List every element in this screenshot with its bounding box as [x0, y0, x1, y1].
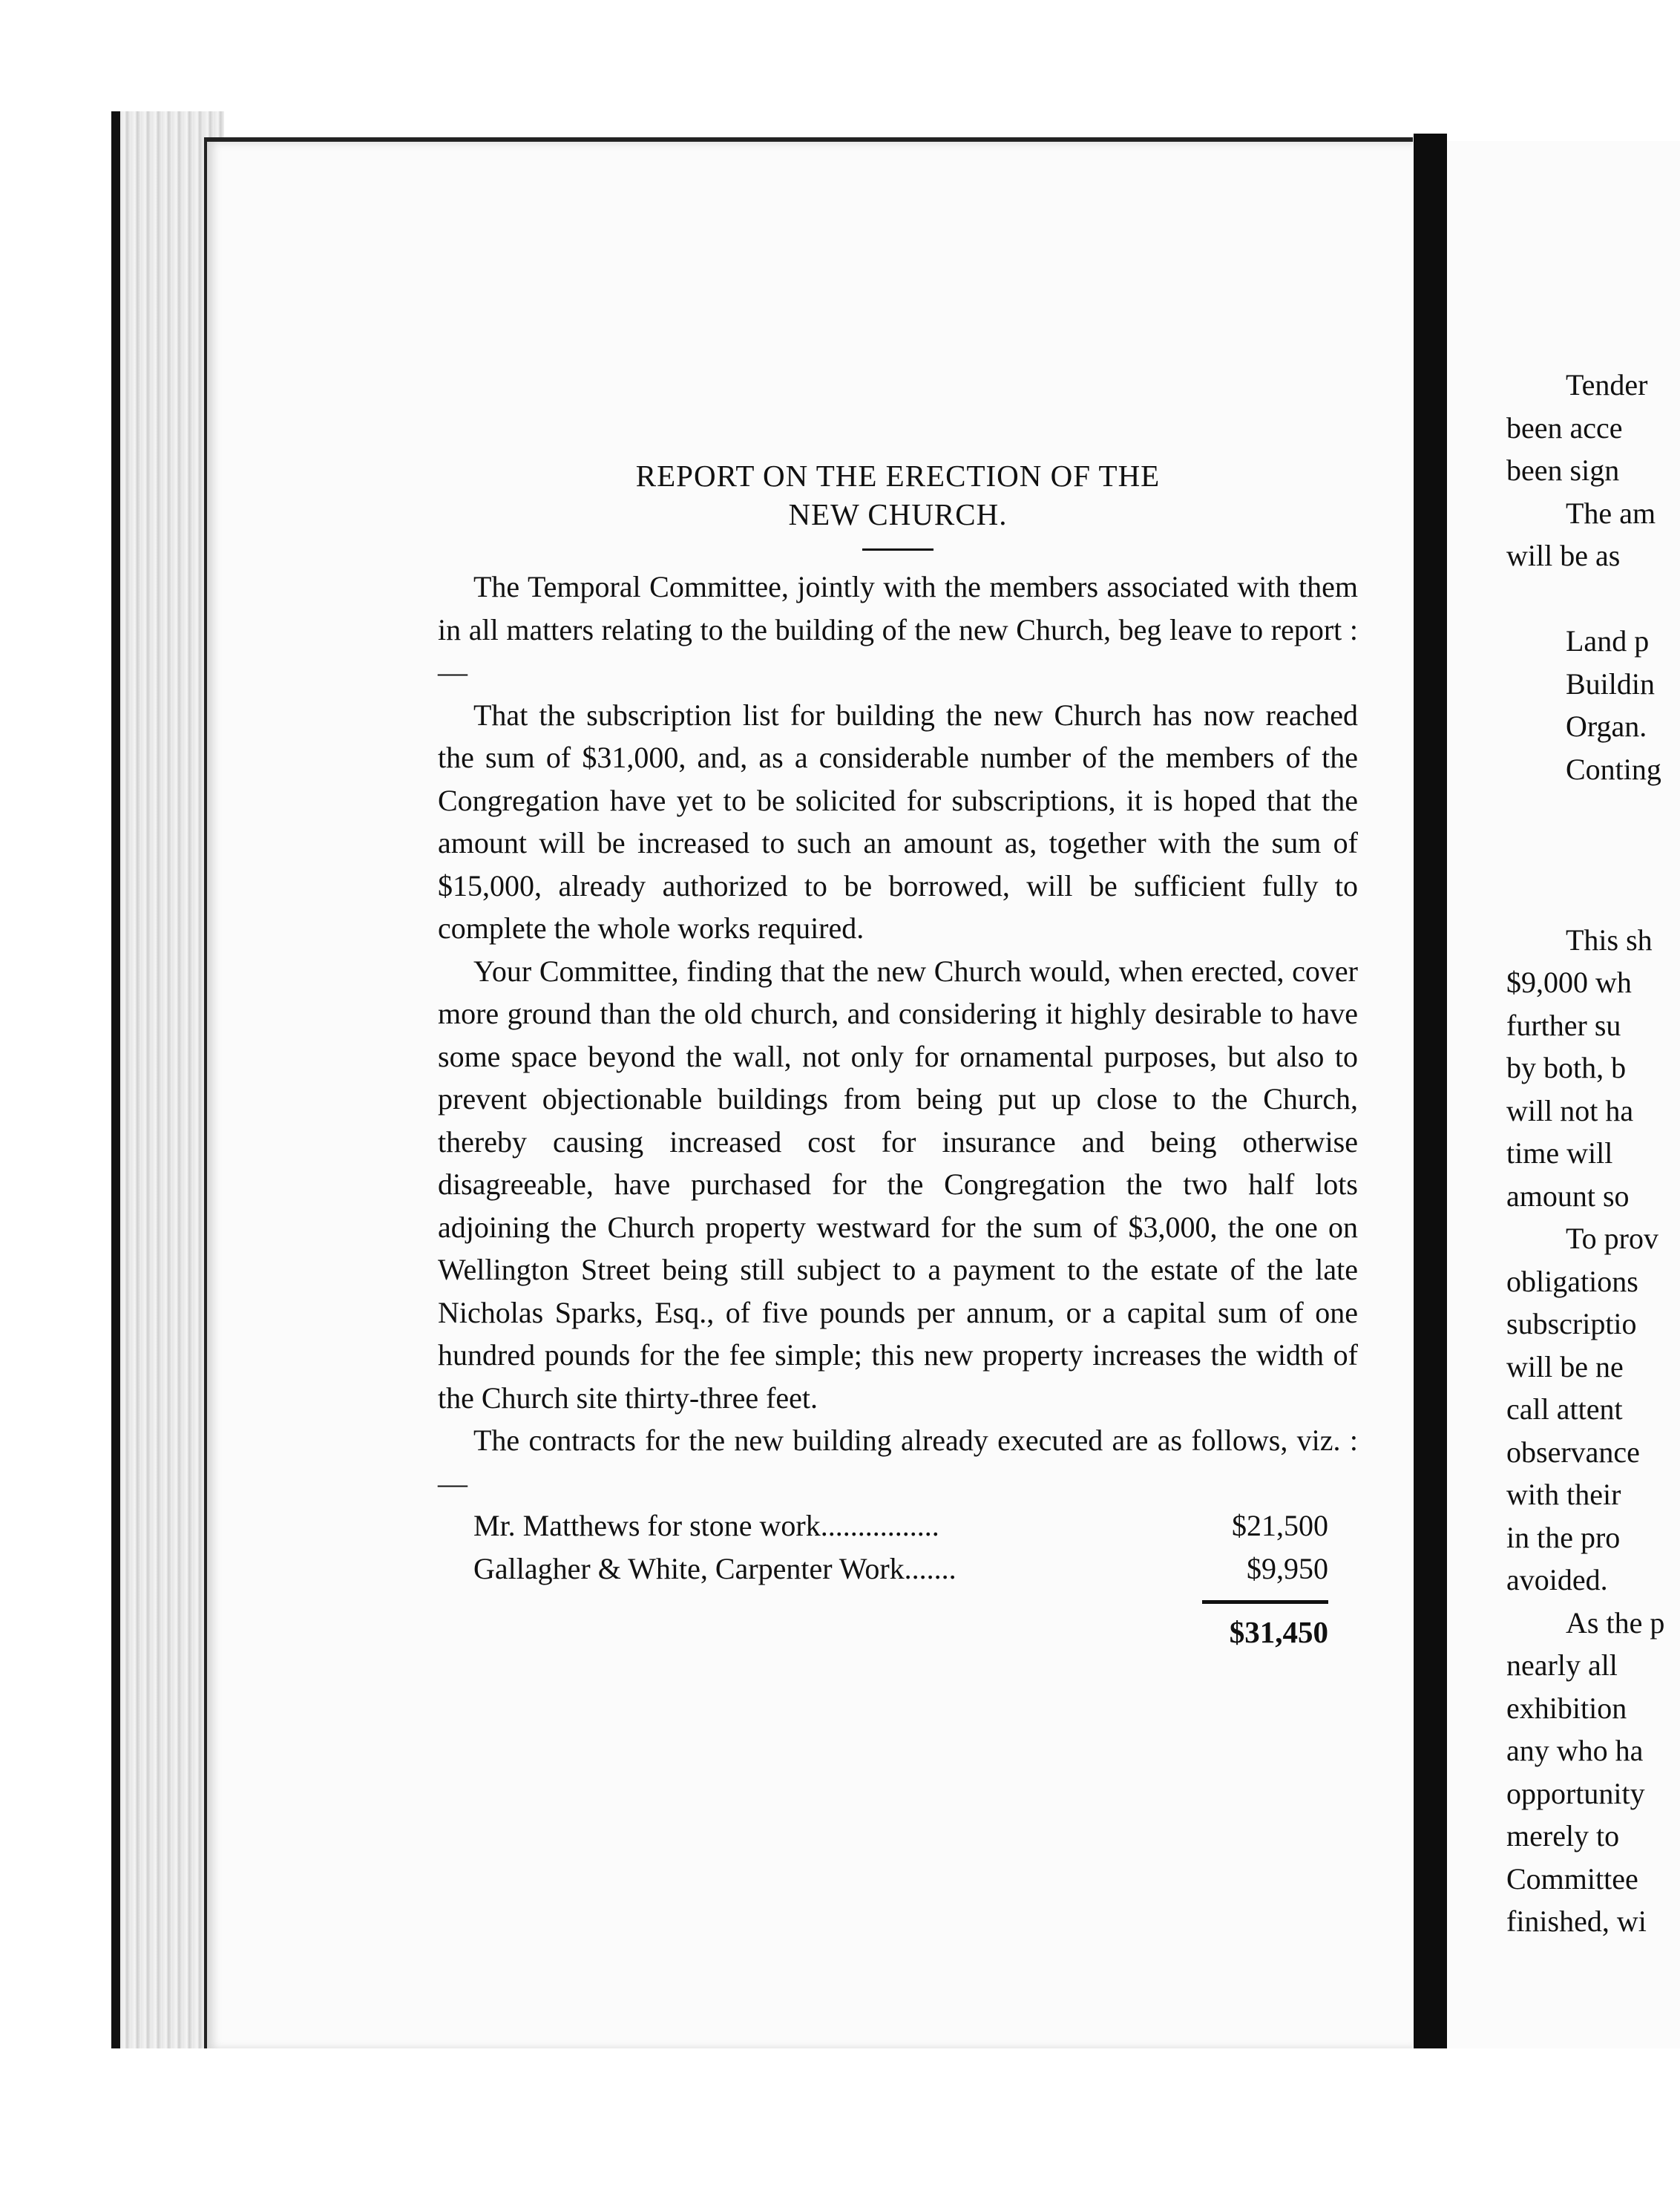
right-line: avoided.	[1506, 1563, 1608, 1596]
right-line: amount so	[1506, 1179, 1630, 1213]
right-line: $9,000 wh	[1506, 966, 1632, 999]
right-line	[1506, 577, 1680, 620]
right-page-text	[1506, 364, 1680, 1943]
right-line: any who ha	[1506, 1734, 1644, 1767]
right-line: in the pro	[1506, 1520, 1621, 1554]
scan-bottom-margin	[111, 2048, 1680, 2185]
book-gutter	[1414, 134, 1447, 2063]
right-line: Land p	[1566, 624, 1650, 658]
right-line: by both, b	[1506, 1051, 1627, 1084]
report-title-line-1: REPORT ON THE ERECTION OF THE	[635, 459, 1161, 493]
right-line: Committee	[1506, 1861, 1638, 1896]
right-line: Organ.	[1566, 710, 1647, 743]
right-line: obligations	[1506, 1264, 1638, 1298]
total-rule	[1202, 1600, 1328, 1604]
contract-label: Mr. Matthews for stone work................	[473, 1509, 939, 1542]
report-title-line-2: NEW CHURCH.	[788, 497, 1008, 531]
right-line: The am	[1566, 496, 1656, 530]
right-line	[1506, 833, 1680, 877]
right-line: with their	[1506, 1478, 1621, 1511]
contract-row	[438, 1547, 1358, 1591]
paragraph-intro: The Temporal Committee, jointly with the members associated with them in all matters relating to the building of the new Church, beg leave to report :—	[438, 570, 1358, 689]
right-line: observance	[1506, 1435, 1640, 1469]
right-line: further su	[1506, 1008, 1621, 1042]
right-line: time will	[1506, 1136, 1613, 1170]
right-line: subscriptio	[1506, 1307, 1637, 1340]
right-line: Tender	[1566, 368, 1648, 402]
paragraph-contracts-intro: The contracts for the new building already executed are as follows, viz. :—	[438, 1424, 1358, 1500]
right-line: will be as	[1506, 539, 1621, 572]
right-line: merely to	[1506, 1819, 1620, 1852]
paragraph-subscription: That the subscription list for building the new Church has now reached the sum of $31,000, and, as a considerable number of the members of the Congregation have yet to be solicited for subscriptions, it is hoped that the amount will be increased to such an amount as, together with the sum of $15,000, already authorized to be borrowed, will be sufficient fully to complete the whole works required.	[438, 698, 1358, 945]
right-line	[1506, 876, 1680, 919]
contracts-total: $31,450	[1229, 1615, 1328, 1649]
right-line: been sign	[1506, 453, 1620, 487]
contract-row	[438, 1504, 1358, 1547]
report-article	[438, 456, 1358, 1654]
right-line: been acce	[1506, 410, 1623, 445]
right-line: finished, wi	[1506, 1904, 1647, 1938]
right-line: call attent	[1506, 1392, 1623, 1426]
contract-label: Gallagher & White, Carpenter Work.......	[473, 1551, 957, 1585]
contract-amount: $9,950	[1247, 1551, 1328, 1585]
title-divider	[862, 548, 933, 551]
scan-top-margin	[0, 0, 1680, 111]
right-line: nearly all	[1506, 1648, 1618, 1682]
right-line: opportunity	[1506, 1776, 1645, 1810]
right-line	[1506, 790, 1680, 833]
right-line: This sh	[1566, 923, 1653, 957]
right-line: To prov	[1566, 1222, 1658, 1255]
right-line: will not ha	[1506, 1093, 1634, 1127]
paragraph-lots-purchase: Your Committee, finding that the new Church would, when erected, cover more ground than the old church, and considering it highly desirable to have some space beyond the wall, not only for ornamental purposes, but also to prevent objectionable buildings from being put up close to the Church, thereby causing increased cost for insurance and being otherwise disagreeable, have purchased for the Congregation the two half lots adjoining the Church property westward for the sum of $3,000, the one on Wellington Street being still subject to a payment to the estate of the late Nicholas Sparks, Esq., of five pounds per annum, or a capital sum of one hundred pounds for the fee simple; this new property increases the width of the Church site thirty-three feet.	[438, 954, 1358, 1415]
right-line: As the p	[1566, 1605, 1665, 1639]
right-line: exhibition	[1506, 1691, 1627, 1725]
contracts-list	[438, 1504, 1358, 1654]
report-title	[438, 456, 1358, 534]
right-line: will be ne	[1506, 1349, 1624, 1383]
right-line: Buildin	[1566, 666, 1656, 701]
right-line: Conting	[1566, 752, 1661, 786]
contract-amount: $21,500	[1232, 1509, 1328, 1542]
